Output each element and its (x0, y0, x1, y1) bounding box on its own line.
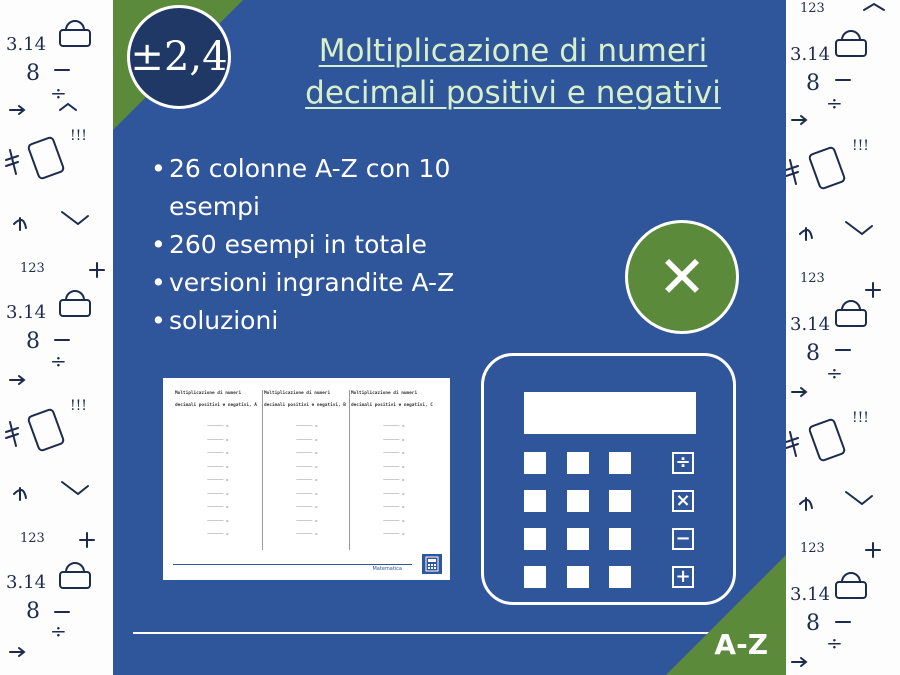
feature-item: • versioni ingrandite A-Z (151, 264, 511, 302)
feature-list (151, 150, 511, 340)
svg-text:123: 123 (800, 1, 825, 16)
worksheet-line: ────── = (383, 478, 405, 483)
worksheet-line: ────── = (207, 478, 229, 483)
feature-item: • 260 esempi in totale (151, 226, 511, 264)
svg-text:3.14: 3.14 (790, 584, 831, 605)
worksheet-column-a (175, 388, 261, 553)
svg-text:÷: ÷ (50, 349, 67, 373)
worksheet-line: ────── = (296, 505, 318, 510)
worksheet-footer-line (173, 564, 412, 565)
multiply-key-icon: × (672, 490, 694, 512)
worksheet-line: ────── = (296, 518, 318, 524)
svg-text:123: 123 (20, 531, 45, 546)
svg-text:8: 8 (26, 61, 40, 86)
worksheet-line: ────── = (383, 424, 405, 429)
calculator-key (567, 490, 589, 512)
worksheet-column-header: Moltiplicazione di numeri decimali positivi e negativi, B (264, 391, 346, 408)
worksheet-line: ────── = (296, 532, 318, 537)
feature-item: • soluzioni (151, 302, 511, 340)
main-panel (113, 0, 786, 675)
svg-text:!!!: !!! (70, 398, 87, 414)
page-title (273, 30, 753, 114)
worksheet-line: ────── = (207, 437, 229, 443)
calculator-key (567, 528, 589, 550)
worksheet-line: ────── = (383, 518, 405, 524)
worksheet-line: ────── = (296, 451, 318, 456)
svg-text:÷: ÷ (50, 81, 67, 105)
worksheet-line: ────── = (296, 491, 318, 497)
worksheet-preview (163, 378, 450, 580)
corner-label: A-Z (714, 628, 768, 661)
worksheet-line: ────── = (296, 424, 318, 429)
svg-text:÷: ÷ (826, 361, 843, 385)
worksheet-line: ────── = (207, 451, 229, 456)
bottom-divider (133, 632, 726, 634)
svg-text:÷: ÷ (826, 631, 843, 655)
worksheet-line: ────── = (383, 464, 405, 470)
svg-text:8: 8 (806, 71, 820, 96)
worksheet-line: ────── = (207, 505, 229, 510)
worksheet-divider (349, 390, 350, 550)
svg-text:123: 123 (800, 541, 825, 556)
topic-badge-text: ±2,4 (130, 34, 228, 80)
plus-key-icon: + (672, 566, 694, 588)
svg-text:!!!: !!! (852, 138, 869, 154)
worksheet-line: ────── = (296, 478, 318, 483)
worksheet-line: ────── = (383, 451, 405, 456)
calculator-key (609, 528, 631, 550)
calculator-mini-icon-svg (422, 554, 442, 574)
svg-text:3.14: 3.14 (790, 44, 831, 65)
times-icon (625, 220, 739, 334)
svg-text:8: 8 (26, 599, 40, 624)
svg-text:÷: ÷ (826, 91, 843, 115)
calculator-key (609, 452, 631, 474)
minus-key-icon: − (672, 528, 694, 550)
worksheet-line: ────── = (207, 532, 229, 537)
topic-badge (127, 5, 231, 109)
calculator-key (524, 528, 546, 550)
svg-text:123: 123 (800, 271, 825, 286)
worksheet-footer-text: Matematica (372, 566, 402, 572)
svg-text:3.14: 3.14 (6, 572, 47, 593)
left-doodle-strip (0, 0, 113, 675)
svg-text:3.14: 3.14 (6, 302, 47, 323)
calculator-key (524, 490, 546, 512)
calculator-mini-icon (422, 554, 442, 574)
math-doodles-left (0, 0, 113, 675)
worksheet-line: ────── = (383, 505, 405, 510)
worksheet-line: ────── = (207, 491, 229, 497)
worksheet-line: ────── = (207, 464, 229, 470)
worksheet-line: ────── = (207, 518, 229, 524)
feature-item: • 26 colonne A-Z con 10 esempi (151, 150, 511, 226)
title-line-2: decimali positivi e negativi (305, 75, 721, 111)
svg-text:8: 8 (26, 329, 40, 354)
svg-text:8: 8 (806, 611, 820, 636)
times-glyph: ✕ (657, 243, 707, 311)
worksheet-line: ────── = (383, 437, 405, 443)
worksheet-line: ────── = (383, 532, 405, 537)
svg-text:3.14: 3.14 (790, 314, 831, 335)
worksheet-column-header: Moltiplicazione di numeri decimali positivi e negativi, A (175, 391, 257, 408)
svg-text:8: 8 (806, 341, 820, 366)
calculator-screen (524, 392, 696, 434)
calculator-key (609, 566, 631, 588)
right-doodle-strip (786, 0, 900, 675)
title-line-1: Moltiplicazione di numeri (318, 33, 708, 69)
svg-text:3.14: 3.14 (6, 34, 47, 55)
calculator-key (609, 490, 631, 512)
worksheet-column-header: Moltiplicazione di numeri decimali positivi e negativi, C (351, 391, 433, 408)
worksheet-divider (262, 390, 263, 550)
calculator-key (524, 566, 546, 588)
worksheet-line: ────── = (383, 491, 405, 497)
svg-text:123: 123 (20, 261, 45, 276)
worksheet-column-b (264, 388, 350, 553)
svg-text:!!!: !!! (70, 128, 87, 144)
divide-key-icon: ÷ (672, 452, 694, 474)
worksheet-line: ────── = (296, 437, 318, 443)
worksheet-line: ────── = (296, 464, 318, 470)
svg-text:!!!: !!! (852, 410, 869, 426)
calculator-key (567, 566, 589, 588)
math-doodles-right (786, 0, 900, 675)
calculator-key (567, 452, 589, 474)
worksheet-column-c (351, 388, 437, 553)
calculator-key (524, 452, 546, 474)
svg-text:÷: ÷ (50, 619, 67, 643)
worksheet-line: ────── = (207, 424, 229, 429)
